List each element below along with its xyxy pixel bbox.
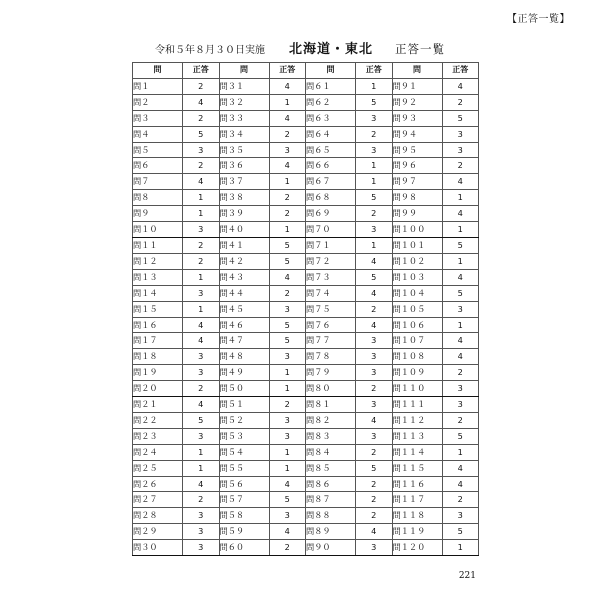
correct-answer: 3 xyxy=(356,540,393,556)
table-row xyxy=(133,540,479,556)
correct-answer: 1 xyxy=(183,444,220,460)
question-number: 問８０ xyxy=(306,381,356,397)
question-number: 問５９ xyxy=(219,524,269,540)
correct-answer: 2 xyxy=(269,126,306,142)
correct-answer: 3 xyxy=(356,222,393,238)
correct-answer: 3 xyxy=(356,110,393,126)
question-number: 問１１８ xyxy=(392,508,442,524)
correct-answer: 1 xyxy=(183,301,220,317)
question-number: 問３２ xyxy=(219,94,269,110)
question-number: 問９４ xyxy=(392,126,442,142)
question-number: 問３ xyxy=(133,110,183,126)
correct-answer: 1 xyxy=(269,460,306,476)
question-number: 問３１ xyxy=(219,78,269,94)
correct-answer: 5 xyxy=(356,190,393,206)
question-number: 問５７ xyxy=(219,492,269,508)
question-number: 問６８ xyxy=(306,190,356,206)
table-row xyxy=(133,158,479,174)
correct-answer: 3 xyxy=(183,285,220,301)
question-number: 問３７ xyxy=(219,174,269,190)
question-number: 問９９ xyxy=(392,206,442,222)
correct-answer: 1 xyxy=(269,365,306,381)
question-number: 問７０ xyxy=(306,222,356,238)
correct-answer: 4 xyxy=(442,460,479,476)
question-number: 問４６ xyxy=(219,317,269,333)
question-number: 問１１６ xyxy=(392,476,442,492)
correct-answer: 3 xyxy=(269,508,306,524)
correct-answer: 4 xyxy=(356,253,393,269)
question-number: 問２５ xyxy=(133,460,183,476)
question-number: 問１００ xyxy=(392,222,442,238)
question-number: 問９７ xyxy=(392,174,442,190)
table-row xyxy=(133,285,479,301)
question-number: 問８３ xyxy=(306,428,356,444)
question-number: 問３３ xyxy=(219,110,269,126)
question-number: 問８７ xyxy=(306,492,356,508)
question-number: 問５３ xyxy=(219,428,269,444)
correct-answer: 2 xyxy=(442,365,479,381)
correct-answer: 4 xyxy=(442,476,479,492)
question-number: 問４３ xyxy=(219,269,269,285)
correct-answer: 3 xyxy=(442,142,479,158)
correct-answer: 1 xyxy=(356,78,393,94)
question-number: 問１ xyxy=(133,78,183,94)
correct-answer: 5 xyxy=(442,524,479,540)
correct-answer: 2 xyxy=(183,110,220,126)
correct-answer: 4 xyxy=(269,269,306,285)
question-number: 問２４ xyxy=(133,444,183,460)
correct-answer: 4 xyxy=(183,397,220,413)
question-number: 問９１ xyxy=(392,78,442,94)
correct-answer: 3 xyxy=(442,126,479,142)
correct-answer: 1 xyxy=(183,460,220,476)
question-number: 問３５ xyxy=(219,142,269,158)
correct-answer: 3 xyxy=(183,222,220,238)
correct-answer: 2 xyxy=(269,285,306,301)
question-number: 問４４ xyxy=(219,285,269,301)
question-number: 問２７ xyxy=(133,492,183,508)
question-number: 問４ xyxy=(133,126,183,142)
correct-answer: 2 xyxy=(442,94,479,110)
correct-answer: 3 xyxy=(183,142,220,158)
question-number: 問７７ xyxy=(306,333,356,349)
question-number: 問８５ xyxy=(306,460,356,476)
question-number: 問３６ xyxy=(219,158,269,174)
question-number: 問６９ xyxy=(306,206,356,222)
table-row xyxy=(133,78,479,94)
question-number: 問１１０ xyxy=(392,381,442,397)
correct-answer: 4 xyxy=(442,206,479,222)
question-number: 問７９ xyxy=(306,365,356,381)
correct-answer: 4 xyxy=(183,174,220,190)
correct-answer: 4 xyxy=(356,412,393,428)
question-number: 問８４ xyxy=(306,444,356,460)
correct-answer: 2 xyxy=(183,492,220,508)
table-row xyxy=(133,222,479,238)
correct-answer: 5 xyxy=(269,333,306,349)
question-number: 問６６ xyxy=(306,158,356,174)
correct-answer: 1 xyxy=(356,158,393,174)
correct-answer: 4 xyxy=(183,476,220,492)
correct-answer: 1 xyxy=(269,444,306,460)
question-number: 問３０ xyxy=(133,540,183,556)
correct-answer: 3 xyxy=(356,397,393,413)
correct-answer: 4 xyxy=(356,524,393,540)
question-number: 問１７ xyxy=(133,333,183,349)
question-number: 問６３ xyxy=(306,110,356,126)
correct-answer: 2 xyxy=(269,540,306,556)
table-row xyxy=(133,492,479,508)
correct-answer: 5 xyxy=(269,317,306,333)
table-row xyxy=(133,508,479,524)
correct-answer: 3 xyxy=(183,508,220,524)
correct-answer: 4 xyxy=(183,94,220,110)
table-row xyxy=(133,476,479,492)
question-number: 問１１ xyxy=(133,237,183,253)
question-number: 問５２ xyxy=(219,412,269,428)
question-number: 問９３ xyxy=(392,110,442,126)
correct-answer: 5 xyxy=(442,428,479,444)
correct-answer: 2 xyxy=(356,476,393,492)
correct-answer: 2 xyxy=(183,78,220,94)
correct-answer: 1 xyxy=(442,444,479,460)
correct-answer: 2 xyxy=(183,158,220,174)
question-number: 問６４ xyxy=(306,126,356,142)
question-number: 問４８ xyxy=(219,349,269,365)
question-number: 問５５ xyxy=(219,460,269,476)
correct-answer: 1 xyxy=(183,206,220,222)
correct-answer: 4 xyxy=(442,333,479,349)
correct-answer: 3 xyxy=(356,365,393,381)
table-row xyxy=(133,428,479,444)
header-answer: 正答 xyxy=(442,63,479,79)
question-number: 問７５ xyxy=(306,301,356,317)
answer-table xyxy=(132,62,479,556)
correct-answer: 3 xyxy=(269,142,306,158)
question-number: 問２１ xyxy=(133,397,183,413)
table-row xyxy=(133,333,479,349)
question-number: 問８９ xyxy=(306,524,356,540)
correct-answer: 2 xyxy=(442,412,479,428)
correct-answer: 4 xyxy=(269,158,306,174)
correct-answer: 4 xyxy=(269,78,306,94)
correct-answer: 1 xyxy=(442,222,479,238)
correct-answer: 5 xyxy=(269,492,306,508)
question-number: 問１２ xyxy=(133,253,183,269)
correct-answer: 5 xyxy=(183,126,220,142)
correct-answer: 4 xyxy=(442,174,479,190)
correct-answer: 3 xyxy=(442,301,479,317)
correct-answer: 4 xyxy=(183,317,220,333)
table-row xyxy=(133,444,479,460)
table-row xyxy=(133,237,479,253)
question-number: 問１１２ xyxy=(392,412,442,428)
correct-answer: 3 xyxy=(269,412,306,428)
question-number: 問３４ xyxy=(219,126,269,142)
table-row xyxy=(133,253,479,269)
correct-answer: 2 xyxy=(183,253,220,269)
question-number: 問９６ xyxy=(392,158,442,174)
correct-answer: 5 xyxy=(442,237,479,253)
correct-answer: 1 xyxy=(269,174,306,190)
question-number: 問２０ xyxy=(133,381,183,397)
correct-answer: 2 xyxy=(183,237,220,253)
question-number: 問７ xyxy=(133,174,183,190)
correct-answer: 3 xyxy=(356,142,393,158)
page-title xyxy=(0,38,600,60)
table-row xyxy=(133,365,479,381)
correct-answer: 1 xyxy=(442,190,479,206)
header-question: 問 xyxy=(219,63,269,79)
correct-answer: 4 xyxy=(183,333,220,349)
header-row xyxy=(133,63,479,79)
correct-answer: 4 xyxy=(356,317,393,333)
exam-date: 令和５年８月３０日実施 xyxy=(154,45,265,56)
correct-answer: 3 xyxy=(269,349,306,365)
correct-answer: 4 xyxy=(442,269,479,285)
correct-answer: 5 xyxy=(183,412,220,428)
question-number: 問６０ xyxy=(219,540,269,556)
correct-answer: 4 xyxy=(269,110,306,126)
question-number: 問５ xyxy=(133,142,183,158)
question-number: 問７３ xyxy=(306,269,356,285)
question-number: 問７８ xyxy=(306,349,356,365)
exam-region: 北海道・東北 xyxy=(288,42,373,57)
correct-answer: 2 xyxy=(356,126,393,142)
question-number: 問５８ xyxy=(219,508,269,524)
correct-answer: 1 xyxy=(183,269,220,285)
correct-answer: 2 xyxy=(356,301,393,317)
correct-answer: 2 xyxy=(183,381,220,397)
question-number: 問４２ xyxy=(219,253,269,269)
question-number: 問１０２ xyxy=(392,253,442,269)
question-number: 問１０４ xyxy=(392,285,442,301)
question-number: 問１０５ xyxy=(392,301,442,317)
question-number: 問８１ xyxy=(306,397,356,413)
question-number: 問９２ xyxy=(392,94,442,110)
header-question: 問 xyxy=(392,63,442,79)
question-number: 問１４ xyxy=(133,285,183,301)
header-question: 問 xyxy=(133,63,183,79)
correct-answer: 3 xyxy=(183,540,220,556)
table-row xyxy=(133,206,479,222)
page-number: 221 xyxy=(458,571,476,581)
question-number: 問１１９ xyxy=(392,524,442,540)
question-number: 問８６ xyxy=(306,476,356,492)
question-number: 問７２ xyxy=(306,253,356,269)
question-number: 問２２ xyxy=(133,412,183,428)
question-number: 問５１ xyxy=(219,397,269,413)
question-number: 問５０ xyxy=(219,381,269,397)
table-row xyxy=(133,317,479,333)
correct-answer: 5 xyxy=(356,460,393,476)
section-tag: 【正答一覧】 xyxy=(507,14,570,25)
question-number: 問９ xyxy=(133,206,183,222)
question-number: 問２８ xyxy=(133,508,183,524)
correct-answer: 2 xyxy=(269,397,306,413)
table-row xyxy=(133,460,479,476)
question-number: 問７１ xyxy=(306,237,356,253)
correct-answer: 1 xyxy=(269,381,306,397)
question-number: 問６７ xyxy=(306,174,356,190)
correct-answer: 1 xyxy=(442,253,479,269)
question-number: 問５６ xyxy=(219,476,269,492)
correct-answer: 2 xyxy=(356,444,393,460)
correct-answer: 3 xyxy=(183,349,220,365)
correct-answer: 1 xyxy=(356,237,393,253)
correct-answer: 5 xyxy=(356,94,393,110)
question-number: 問５４ xyxy=(219,444,269,460)
correct-answer: 2 xyxy=(356,508,393,524)
correct-answer: 4 xyxy=(356,285,393,301)
table-row xyxy=(133,524,479,540)
header-answer: 正答 xyxy=(356,63,393,79)
question-number: 問８２ xyxy=(306,412,356,428)
question-number: 問２ xyxy=(133,94,183,110)
correct-answer: 3 xyxy=(442,381,479,397)
question-number: 問１３ xyxy=(133,269,183,285)
correct-answer: 4 xyxy=(269,524,306,540)
question-number: 問１８ xyxy=(133,349,183,365)
correct-answer: 1 xyxy=(183,190,220,206)
correct-answer: 4 xyxy=(442,78,479,94)
question-number: 問４１ xyxy=(219,237,269,253)
question-number: 問７４ xyxy=(306,285,356,301)
question-number: 問１１５ xyxy=(392,460,442,476)
correct-answer: 2 xyxy=(442,158,479,174)
header-answer: 正答 xyxy=(269,63,306,79)
correct-answer: 5 xyxy=(269,237,306,253)
question-number: 問１５ xyxy=(133,301,183,317)
question-number: 問２６ xyxy=(133,476,183,492)
question-number: 問４７ xyxy=(219,333,269,349)
question-number: 問４０ xyxy=(219,222,269,238)
question-number: 問６５ xyxy=(306,142,356,158)
answer-body xyxy=(133,78,479,555)
correct-answer: 5 xyxy=(356,269,393,285)
table-row xyxy=(133,174,479,190)
question-number: 問７６ xyxy=(306,317,356,333)
correct-answer: 5 xyxy=(442,285,479,301)
table-row xyxy=(133,397,479,413)
question-number: 問１１４ xyxy=(392,444,442,460)
table-row xyxy=(133,349,479,365)
correct-answer: 3 xyxy=(442,397,479,413)
question-number: 問２９ xyxy=(133,524,183,540)
question-number: 問１２０ xyxy=(392,540,442,556)
table-row xyxy=(133,110,479,126)
correct-answer: 3 xyxy=(183,524,220,540)
table-row xyxy=(133,142,479,158)
question-number: 問１０６ xyxy=(392,317,442,333)
correct-answer: 3 xyxy=(356,333,393,349)
question-number: 問１０３ xyxy=(392,269,442,285)
question-number: 問１０ xyxy=(133,222,183,238)
correct-answer: 2 xyxy=(356,381,393,397)
correct-answer: 5 xyxy=(442,110,479,126)
correct-answer: 2 xyxy=(269,190,306,206)
correct-answer: 2 xyxy=(356,206,393,222)
question-number: 問３８ xyxy=(219,190,269,206)
question-number: 問８ xyxy=(133,190,183,206)
question-number: 問１１７ xyxy=(392,492,442,508)
question-number: 問１６ xyxy=(133,317,183,333)
table-row xyxy=(133,381,479,397)
correct-answer: 1 xyxy=(269,94,306,110)
table-row xyxy=(133,269,479,285)
header-answer: 正答 xyxy=(183,63,220,79)
table-row xyxy=(133,190,479,206)
table-row xyxy=(133,94,479,110)
question-number: 問４５ xyxy=(219,301,269,317)
correct-answer: 2 xyxy=(269,206,306,222)
correct-answer: 3 xyxy=(269,301,306,317)
question-number: 問１０８ xyxy=(392,349,442,365)
correct-answer: 2 xyxy=(442,492,479,508)
question-number: 問３９ xyxy=(219,206,269,222)
title-label: 正答一覧 xyxy=(395,42,445,56)
question-number: 問１０７ xyxy=(392,333,442,349)
correct-answer: 2 xyxy=(356,492,393,508)
correct-answer: 3 xyxy=(183,365,220,381)
table-row xyxy=(133,301,479,317)
correct-answer: 3 xyxy=(269,428,306,444)
correct-answer: 4 xyxy=(269,476,306,492)
question-number: 問４９ xyxy=(219,365,269,381)
question-number: 問９５ xyxy=(392,142,442,158)
question-number: 問１０１ xyxy=(392,237,442,253)
question-number: 問１１１ xyxy=(392,397,442,413)
correct-answer: 1 xyxy=(442,540,479,556)
question-number: 問６ xyxy=(133,158,183,174)
question-number: 問９８ xyxy=(392,190,442,206)
question-number: 問６２ xyxy=(306,94,356,110)
correct-answer: 1 xyxy=(269,222,306,238)
question-number: 問１０９ xyxy=(392,365,442,381)
question-number: 問６１ xyxy=(306,78,356,94)
table-row xyxy=(133,412,479,428)
header-question: 問 xyxy=(306,63,356,79)
correct-answer: 3 xyxy=(356,349,393,365)
correct-answer: 1 xyxy=(442,317,479,333)
correct-answer: 3 xyxy=(356,428,393,444)
correct-answer: 3 xyxy=(183,428,220,444)
question-number: 問１９ xyxy=(133,365,183,381)
correct-answer: 3 xyxy=(442,508,479,524)
question-number: 問２３ xyxy=(133,428,183,444)
question-number: 問１１３ xyxy=(392,428,442,444)
question-number: 問９０ xyxy=(306,540,356,556)
correct-answer: 1 xyxy=(356,174,393,190)
correct-answer: 4 xyxy=(442,349,479,365)
table-row xyxy=(133,126,479,142)
question-number: 問８８ xyxy=(306,508,356,524)
correct-answer: 5 xyxy=(269,253,306,269)
